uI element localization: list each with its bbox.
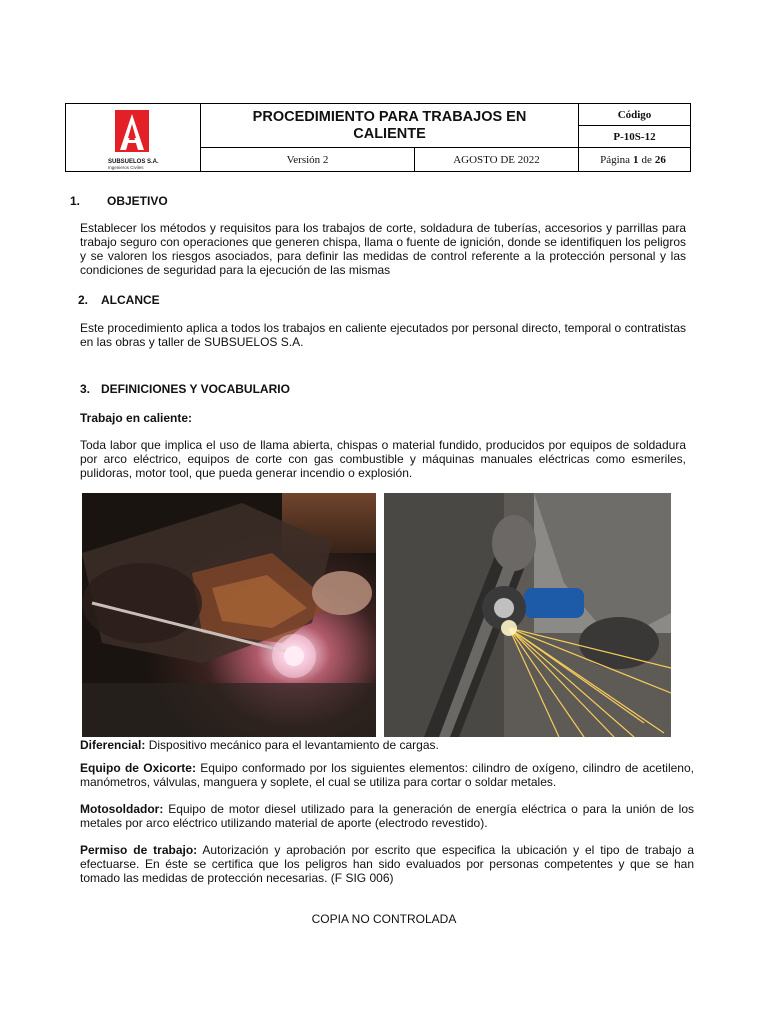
date-cell: AGOSTO DE 2022 xyxy=(414,148,578,171)
section-3-subheading: Trabajo en caliente: xyxy=(80,411,193,425)
section-3-number: 3. xyxy=(80,382,91,396)
section-2-title: ALCANCE xyxy=(101,293,160,307)
term-definition: Equipo de motor diesel utilizado para la generación de energía eléctrica o para la unión de los metales por arco eléctrico utilizando material de aporte (electrodo revestido). xyxy=(80,802,694,830)
grinding-photo xyxy=(384,493,671,737)
term-definition: Equipo conformado por los siguientes elementos: cilindro de oxígeno, cilindro de acetileno, manómetros, válvulas, manguera y soplete, el cual se utiliza para cortar o soldar metales. xyxy=(80,761,694,789)
term-label: Equipo de Oxicorte: xyxy=(80,761,196,775)
term-permiso-trabajo xyxy=(80,843,694,885)
page-cell xyxy=(578,148,690,171)
page-number: 1 xyxy=(633,153,639,166)
section-1-text: Establecer los métodos y requisitos para los trabajos de corte, soldadura de tuberías, accesorios y parrillas para trabajo seguro con operaciones que generen chispa, llama o fuente de ignición, donde se identifiquen los peligros y se valoren los riesgos asociados, para definir las medidas de control referente a la protección personal y las condiciones de seguridad para la ejecución de las mismas xyxy=(80,221,686,277)
section-2-number: 2. xyxy=(78,293,89,307)
page-total: 26 xyxy=(654,153,666,166)
logo-company-name: SUBSUELOS S.A. xyxy=(108,159,159,165)
footer-uncontrolled-copy: COPIA NO CONTROLADA xyxy=(311,912,457,926)
welding-photo xyxy=(82,493,376,737)
term-definition: Autorización y aprobación por escrito que especifica la ubicación y el tipo de trabajo a efectuarse. En éste se certifica que los peligros han sido evaluados por personas competentes y que se han tomado las medidas de protección necesarias. (F SIG 006) xyxy=(80,843,694,885)
term-motosoldador xyxy=(80,802,694,830)
document-title: PROCEDIMIENTO PARA TRABAJOS EN CALIENTE xyxy=(252,108,527,142)
section-1-number: 1. xyxy=(70,194,81,208)
term-diferencial xyxy=(80,738,686,752)
code-label: Código xyxy=(578,104,690,126)
page-word: Página xyxy=(600,153,631,166)
term-label: Diferencial: xyxy=(80,738,146,752)
section-3-title: DEFINICIONES Y VOCABULARIO xyxy=(101,382,290,396)
code-value: P-10S-12 xyxy=(578,126,690,148)
section-2-text: Este procedimiento aplica a todos los trabajos en caliente ejecutados por personal directo, temporal o contratistas en las obras y taller de SUBSUELOS S.A. xyxy=(80,321,686,349)
section-1-title: OBJETIVO xyxy=(107,194,168,208)
document-header-table xyxy=(65,103,691,172)
term-oxicorte xyxy=(80,761,694,789)
document-title-cell xyxy=(201,104,578,148)
logo-company-subtitle: Ingenieros Civiles xyxy=(108,165,144,170)
term-label: Motosoldador: xyxy=(80,802,164,816)
version-cell: Versión 2 xyxy=(286,153,329,166)
page-of: de xyxy=(641,153,652,166)
term-definition: Dispositivo mecánico para el levantamiento de cargas. xyxy=(145,738,439,752)
logo-cell xyxy=(66,104,201,171)
section-3-text: Toda labor que implica el uso de llama abierta, chispas o material fundido, producidos por equipos de soldadura por arco eléctrico, equipos de corte con gas combustible y máquinas manuales eléctricas como esmeriles, pulidoras, motor tool, que pueda generar incendio o explosión. xyxy=(80,438,686,480)
term-label: Permiso de trabajo: xyxy=(80,843,198,857)
